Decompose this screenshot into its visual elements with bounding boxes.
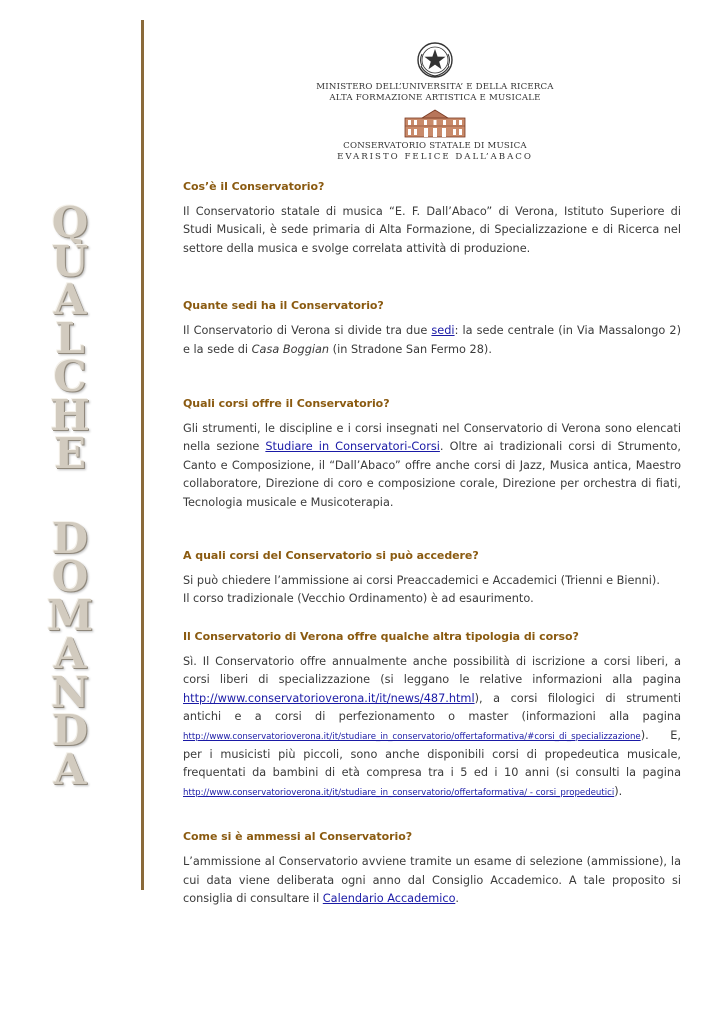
faq-content — [183, 179, 681, 908]
side-letter: A — [53, 629, 87, 678]
conservatory-line-1: CONSERVATORIO STATALE DI MUSICA — [343, 141, 527, 151]
side-title-qualche-domanda — [38, 198, 102, 794]
faq-question-5: Il Conservatorio di Verona offre qualche altra tipologia di corso? — [183, 629, 579, 643]
vertical-rule — [141, 20, 144, 890]
faq-question-2: Quante sedi ha il Conservatorio? — [183, 299, 384, 313]
faq-answer-5: Sì. Il Conservatorio offre annualmente anche possibilità di iscrizione a corsi liberi, a corsi liberi di specializzazione (si leggano le relative informazioni alla pagina http://www.conservatorioverona.it/it/news/487.html), a corsi filologici di strumenti antichi e a corsi di perfezionamento o master (informazioni alla pagina http://www.conservatorioverona.it/it/studiare_in_conservatorio/offertaformativa/#corsi_di_specializzazione). E, per i musicisti più piccoli, sono anche disponibili corsi di propedeutica musicale, frequentati da bambini di età compresa tra i 5 ed i 10 anni (si consulti la pagina http://www.conservatorioverona.it/it/studiare_in_conservatorio/offertaformativa/ - corsi_propedeutici). — [183, 654, 681, 798]
side-letter: D — [51, 706, 89, 755]
side-letter: Q — [51, 198, 89, 247]
ministry-line-2: ALTA FORMAZIONE ARTISTICA E MUSICALE — [329, 92, 541, 103]
faq-answer-4: Si può chiedere l’ammissione ai corsi Preaccademici e Accademici (Trienni e Bienni). Il corso tradizionale (Vecchio Ordinamento) è ad esaurimento. — [183, 574, 660, 606]
conservatory-building-icon — [404, 108, 466, 138]
side-letter: D — [51, 513, 89, 563]
faq-question-3: Quali corsi offre il Conservatorio? — [183, 397, 390, 411]
side-letter: E — [53, 429, 86, 478]
news-487-link[interactable]: http://www.conservatorioverona.it/it/news/487.html — [183, 691, 475, 705]
studiare-corsi-link[interactable]: Studiare in Conservatori-Corsi — [265, 440, 440, 454]
sedi-link[interactable]: sedi — [431, 324, 455, 338]
conservatory-line-2: EVARISTO FELICE DALL’ABACO — [337, 151, 533, 162]
conservatory-name — [290, 141, 580, 162]
faq-answer-3: Gli strumenti, le discipline e i corsi insegnati nel Conservatorio di Verona sono elencati nella sezione Studiare in Conservatori-Corsi. Oltre ai tradizionali corsi di Strumento, Canto e Composizione, il “Dall’Abaco” offre anche corsi di Jazz, Musica antica, Maestro collaboratore, Direzione di coro e composizione corale, Direzione per orchestra di fiati, Tecnologia musicale e Musicoterapia. — [183, 422, 682, 509]
side-letter: O — [51, 552, 89, 601]
faq-answer-6: L’ammissione al Conservatorio avviene tramite un esame di selezione (ammissione), la cui data viene deliberata ogni anno dal Consiglio Accademico. A tale proposito si consiglia di consultare il Calendario Accademico. — [183, 855, 681, 905]
specializzazione-link[interactable]: http://www.conservatorioverona.it/it/studiare_in_conservatorio/offertaformativa/#corsi_di_specializzazione — [183, 731, 641, 742]
side-letter: U — [51, 236, 89, 286]
side-letter: A — [53, 744, 87, 794]
ministry-line-1: MINISTERO DELL’UNIVERSITA’ E DELLA RICERCA — [316, 82, 554, 92]
side-letter: H — [50, 390, 90, 440]
side-letter: N — [50, 667, 90, 717]
letterhead — [290, 40, 580, 162]
side-letter: A — [53, 275, 87, 324]
calendario-accademico-link[interactable]: Calendario Accademico — [322, 891, 456, 905]
faq-answer-1: Il Conservatorio statale di musica “E. F. Dall’Abaco” di Verona, Istituto Superiore di Studi Musicali, è sede primaria di Alta Formazione, di Specializzazione e di Ricerca nel settore della musica e svolge correlata attività di produzione. — [183, 205, 681, 255]
side-letter: L — [55, 313, 85, 363]
faq-question-4: A quali corsi del Conservatorio si può accedere? — [183, 549, 479, 563]
faq-question-6: Come si è ammessi al Conservatorio? — [183, 830, 413, 844]
ministry-name — [290, 82, 580, 103]
side-letter: C — [53, 352, 87, 401]
side-letter: M — [46, 590, 94, 640]
propedeutici-link[interactable]: http://www.conservatorioverona.it/it/studiare_in_conservatorio/offertaformativa/ - corsi_propedeutici — [183, 787, 615, 798]
faq-answer-2: Il Conservatorio di Verona si divide tra due sedi: la sede centrale (in Via Massalongo 2) e la sede di Casa Boggian (in Stradone San Fermo 28). — [183, 324, 681, 356]
faq-question-1: Cos’è il Conservatorio? — [183, 180, 325, 193]
republic-emblem-icon — [415, 40, 455, 80]
